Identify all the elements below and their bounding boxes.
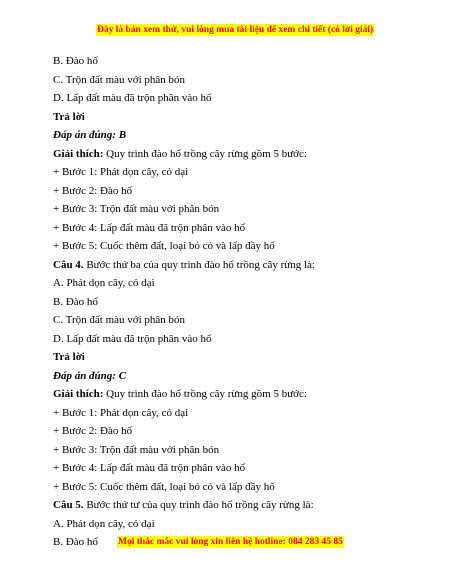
question-4: [53, 256, 413, 275]
option-b: B. Đào hố: [53, 55, 98, 67]
question-5-label: Câu 5.: [53, 499, 84, 511]
explanation-text: Quy trình đào hố trồng cây rừng gồm 5 bước:: [103, 388, 307, 400]
step-item: + Bước 4: Lấp đất màu đã trộn phân vào hố: [53, 462, 246, 474]
step-item: + Bước 4: Lấp đất màu đã trộn phân vào hố: [53, 221, 246, 234]
answer-heading: Trả lời: [53, 110, 85, 123]
question-4-text: Bước thứ ba của quy trình đào hố trồng cây rừng là:: [83, 258, 315, 271]
step-item: + Bước 1: Phát dọn cây, cỏ dại: [53, 406, 189, 419]
explanation-label: Giải thích:: [53, 147, 104, 160]
step-item: + Bước 2: Đào hố: [53, 425, 133, 437]
explanation-label: Giải thích:: [53, 388, 104, 400]
option-b: B. Đào hố: [53, 295, 98, 308]
explanation: [53, 385, 413, 404]
step-item: + Bước 5: Cuốc thêm đất, loại bỏ cỏ và lấp đầy hố: [53, 240, 275, 252]
step-item: + Bước 3: Trộn đất màu với phân bón: [53, 443, 220, 456]
explanation: [53, 145, 413, 164]
question-5-text: Bước thứ tư của quy trình đào hố trồng cây rừng là:: [83, 499, 314, 511]
option-c: C. Trộn đất màu với phân bón: [53, 314, 186, 326]
question-4-label: Câu 4.: [53, 258, 84, 271]
correct-answer: Đáp án đúng: C: [53, 369, 127, 382]
step-item: + Bước 1: Phát dọn cây, cỏ dại: [53, 166, 189, 178]
option-d: D. Lấp đất màu đã trộn phân vào hố: [53, 92, 212, 104]
explanation-text: Quy trình đào hố trồng cây rừng gồm 5 bước:: [103, 147, 307, 160]
hotline-notice-banner: Mọi thắc mắc vui lòng xin liên hệ hotline: 084 283 45 85: [118, 537, 343, 547]
correct-answer: Đáp án đúng: B: [53, 129, 127, 141]
option-b: B. Đào hố: [53, 536, 98, 548]
document-content: [53, 52, 413, 552]
step-item: + Bước 2: Đào hố: [53, 184, 133, 197]
option-a: A. Phát dọn cây, cỏ dại: [53, 277, 155, 289]
step-item: + Bước 3: Trộn đất màu với phân bón: [53, 203, 220, 215]
preview-notice-banner: Đây là bản xem thử, vui lòng mua tài liệu để xem chi tiết (có lời giải): [97, 25, 374, 35]
question-5: [53, 496, 413, 515]
step-item: + Bước 5: Cuốc thêm đất, loại bỏ cỏ và lấp đầy hố: [53, 480, 275, 493]
answer-heading: Trả lời: [53, 351, 85, 363]
option-d: D. Lấp đất màu đã trộn phân vào hố: [53, 332, 212, 345]
option-a: A. Phát dọn cây, cỏ dại: [53, 517, 155, 530]
option-c: C. Trộn đất màu với phân bón: [53, 73, 186, 86]
